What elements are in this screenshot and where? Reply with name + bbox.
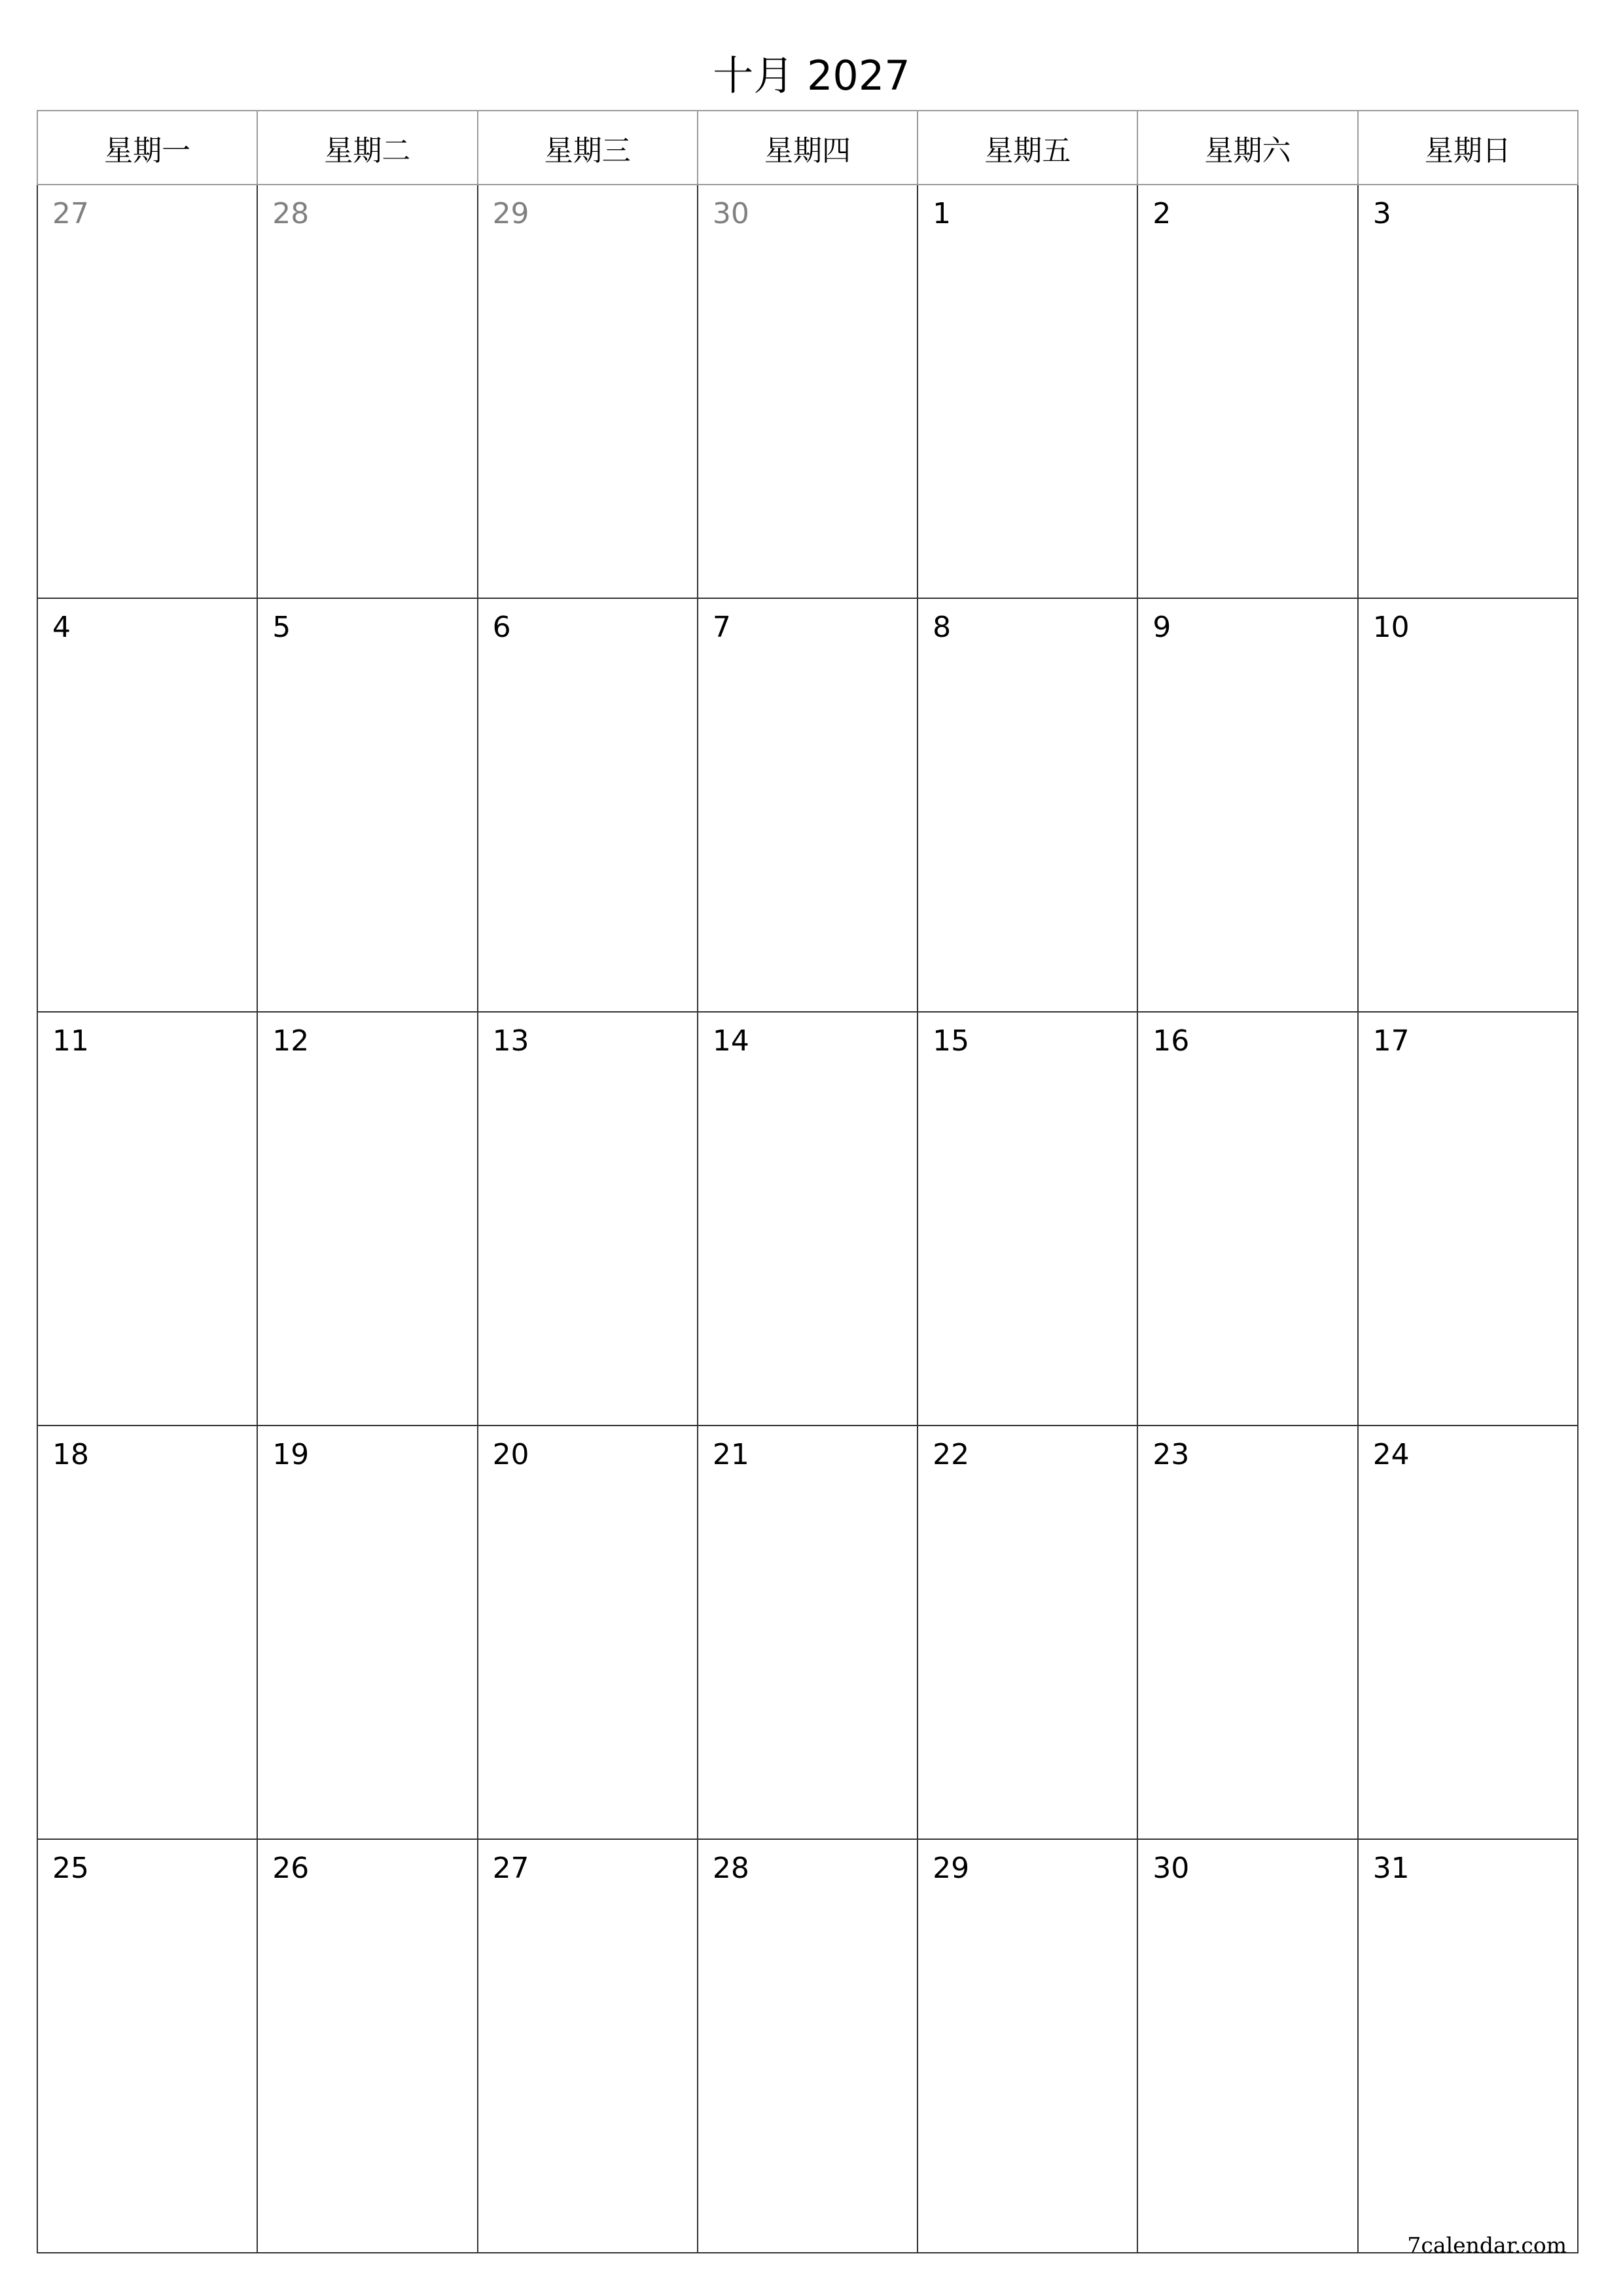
day-number: 29 xyxy=(492,197,529,230)
day-cell xyxy=(918,1012,1137,1426)
day-cell xyxy=(478,1426,698,1839)
day-cell xyxy=(37,1012,257,1426)
day-cell xyxy=(698,1012,918,1426)
day-number: 9 xyxy=(1152,611,1171,644)
day-cell xyxy=(478,185,698,598)
day-cell xyxy=(1358,1426,1578,1839)
day-cell xyxy=(918,1839,1137,2253)
day-number: 25 xyxy=(52,1852,89,1885)
day-number: 28 xyxy=(712,1852,749,1885)
day-number: 16 xyxy=(1152,1024,1190,1058)
weekday-header: 星期五 xyxy=(918,111,1137,185)
day-cell xyxy=(37,598,257,1012)
day-cell xyxy=(918,185,1137,598)
week-row xyxy=(37,1426,1578,1839)
day-cell xyxy=(1137,1426,1357,1839)
day-number: 20 xyxy=(492,1438,529,1471)
day-cell xyxy=(478,1839,698,2253)
day-number: 6 xyxy=(492,611,511,644)
calendar-grid xyxy=(37,110,1578,2253)
day-number: 10 xyxy=(1372,611,1410,644)
day-number: 27 xyxy=(492,1852,529,1885)
day-cell xyxy=(918,1426,1137,1839)
day-cell xyxy=(698,185,918,598)
day-cell xyxy=(478,1012,698,1426)
weekday-header: 星期一 xyxy=(37,111,257,185)
day-number: 18 xyxy=(52,1438,89,1471)
day-number: 17 xyxy=(1372,1024,1410,1058)
day-number: 22 xyxy=(933,1438,970,1471)
day-cell xyxy=(37,1426,257,1839)
day-cell xyxy=(37,1839,257,2253)
day-number: 2 xyxy=(1152,197,1171,230)
day-number: 4 xyxy=(52,611,71,644)
day-number: 28 xyxy=(272,197,310,230)
day-number: 13 xyxy=(492,1024,529,1058)
page-title: 十月 2027 xyxy=(713,52,910,99)
day-number: 30 xyxy=(712,197,749,230)
site-credit: 7calendar.com xyxy=(1407,2233,1567,2258)
day-number: 31 xyxy=(1372,1852,1410,1885)
day-number: 1 xyxy=(933,197,952,230)
day-cell xyxy=(1358,1012,1578,1426)
day-cell xyxy=(1358,598,1578,1012)
weekday-header: 星期四 xyxy=(698,111,918,185)
day-number: 19 xyxy=(272,1438,310,1471)
day-number: 12 xyxy=(272,1024,310,1058)
weekday-header: 星期三 xyxy=(478,111,698,185)
day-cell xyxy=(1137,185,1357,598)
day-number: 26 xyxy=(272,1852,310,1885)
day-cell xyxy=(257,1839,477,2253)
day-cell xyxy=(257,1426,477,1839)
day-cell xyxy=(257,598,477,1012)
day-number: 21 xyxy=(712,1438,749,1471)
day-number: 8 xyxy=(933,611,952,644)
day-number: 7 xyxy=(712,611,731,644)
day-cell xyxy=(918,598,1137,1012)
day-cell xyxy=(1137,1839,1357,2253)
day-number: 30 xyxy=(1152,1852,1190,1885)
day-number: 23 xyxy=(1152,1438,1190,1471)
weekday-header: 星期二 xyxy=(257,111,477,185)
week-row xyxy=(37,598,1578,1012)
day-cell xyxy=(257,1012,477,1426)
weekday-header: 星期六 xyxy=(1137,111,1357,185)
day-cell xyxy=(1137,598,1357,1012)
day-cell xyxy=(1137,1012,1357,1426)
week-row xyxy=(37,1012,1578,1426)
weekday-header-row xyxy=(37,111,1578,185)
day-number: 27 xyxy=(52,197,89,230)
day-number: 15 xyxy=(933,1024,970,1058)
week-row xyxy=(37,185,1578,598)
day-cell xyxy=(1358,185,1578,598)
weekday-header: 星期日 xyxy=(1358,111,1578,185)
day-cell xyxy=(37,185,257,598)
day-cell xyxy=(698,598,918,1012)
day-number: 11 xyxy=(52,1024,89,1058)
day-number: 3 xyxy=(1372,197,1391,230)
day-cell xyxy=(698,1839,918,2253)
day-cell xyxy=(257,185,477,598)
day-number: 14 xyxy=(712,1024,749,1058)
day-number: 5 xyxy=(272,611,291,644)
day-cell xyxy=(698,1426,918,1839)
week-row xyxy=(37,1839,1578,2253)
day-number: 29 xyxy=(933,1852,970,1885)
day-cell xyxy=(478,598,698,1012)
day-number: 24 xyxy=(1372,1438,1410,1471)
day-cell xyxy=(1358,1839,1578,2253)
